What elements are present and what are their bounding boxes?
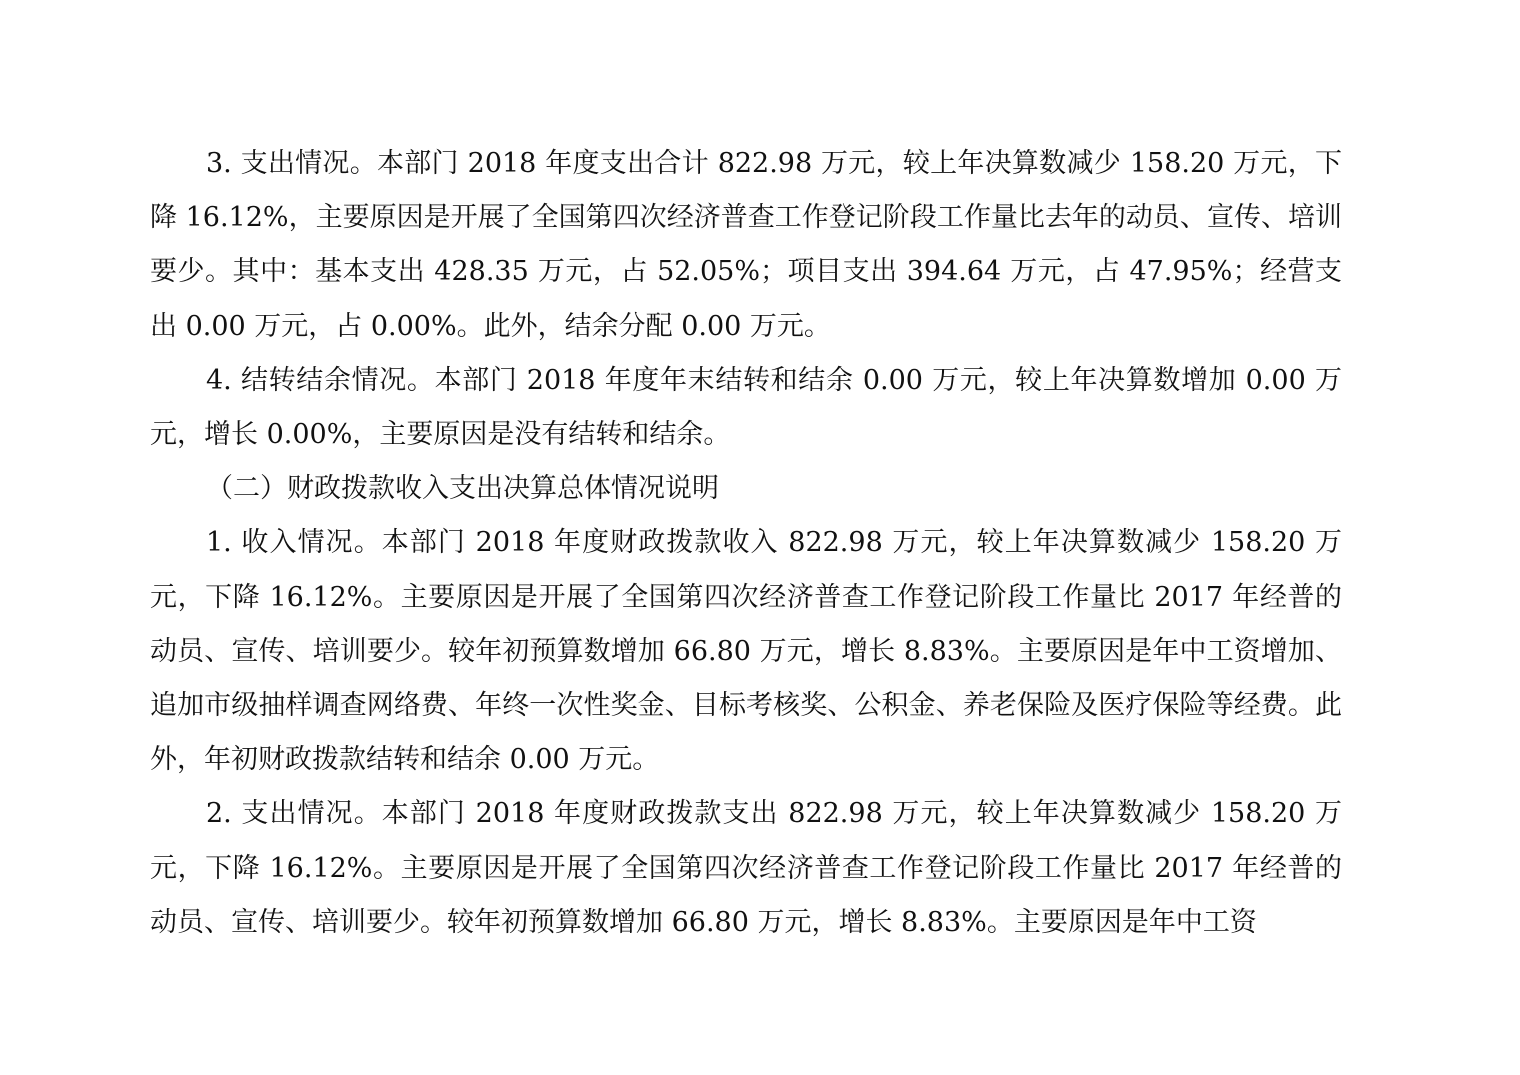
document-body (150, 137, 1342, 950)
paragraph-carryover-4: 4. 结转结余情况。本部门 2018 年度年末结转和结余 0.00 万元，较上年决算数增加 0.00 万元，增长 0.00%，主要原因是没有结转和结余。 (150, 364, 1342, 451)
section-heading: （二）财政拨款收入支出决算总体情况说明 (206, 473, 719, 505)
paragraph-income-1: 1. 收入情况。本部门 2018 年度财政拨款收入 822.98 万元，较上年决算数减少 158.20 万元，下降 16.12%。主要原因是开展了全国第四次经济普查工作登记阶段工作量比 2017 年经普的动员、宣传、培训要少。较年初预算数增加 66.80 万元，增长 8.83%。主要原因是年中工资增加、追加市级抽样调查网络费、年终一次性奖金、目标考核奖、公积金、养老保险及医疗保险等经费。此外，年初财政拨款结转和结余 0.00 万元。 (150, 527, 1342, 776)
paragraph-expenditure-3: 3. 支出情况。本部门 2018 年度支出合计 822.98 万元，较上年决算数减少 158.20 万元，下降 16.12%，主要原因是开展了全国第四次经济普查工作登记阶段工作量比去年的动员、宣传、培训要少。其中：基本支出 428.35 万元，占 52.05%；项目支出 394.64 万元，占 47.95%；经营支出 0.00 万元，占 0.00%。此外，结余分配 0.00 万元。 (150, 148, 1342, 342)
paragraph-expenditure-2: 2. 支出情况。本部门 2018 年度财政拨款支出 822.98 万元，较上年决算数减少 158.20 万元，下降 16.12%。主要原因是开展了全国第四次经济普查工作登记阶段工作量比 2017 年经普的动员、宣传、培训要少。较年初预算数增加 66.80 万元，增长 8.83%。主要原因是年中工资 (150, 798, 1342, 938)
